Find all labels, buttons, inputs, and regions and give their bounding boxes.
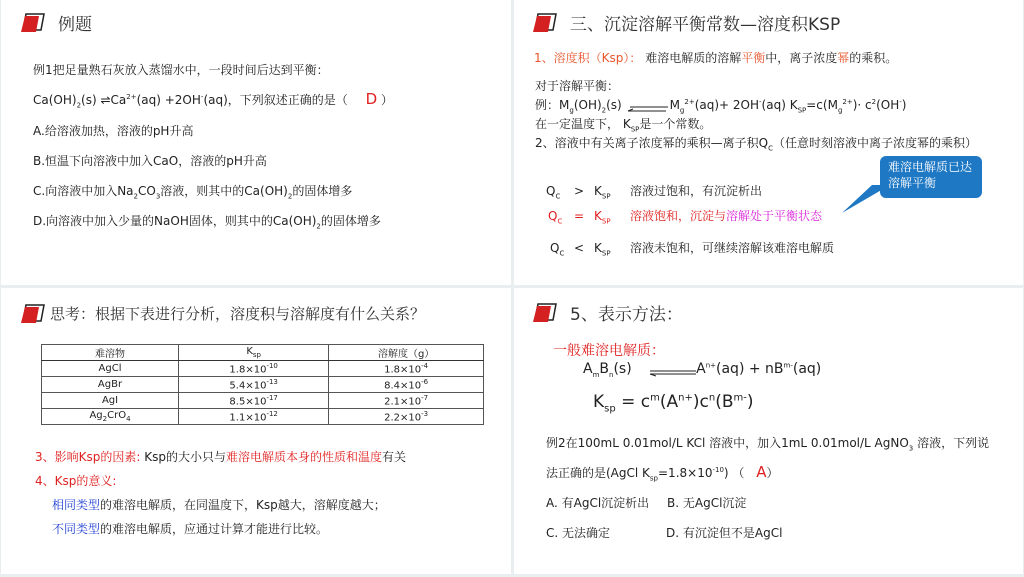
qc-definition: 2、溶液中有关离子浓度幂的乘积—离子积$Q_C$（任意时刻溶液中离子浓度幂的乘积） bbox=[535, 136, 977, 153]
rule-unsaturated: $Q_C < K_{SP}$ 溶液未饱和，可继续溶解该难溶电解质 bbox=[550, 241, 835, 258]
slide-panel-ksp-definition bbox=[514, 0, 1023, 285]
panel-title: 三、沉淀溶解平衡常数—溶度积KSP bbox=[570, 15, 841, 35]
option-b: B. 无AgCl沉淀 bbox=[667, 496, 747, 510]
callout-bubble: 难溶电解质已达溶解平衡 bbox=[880, 156, 982, 198]
panel-title: 5、表示方法： bbox=[570, 305, 683, 325]
equation-line: $Ca(OH)_2(s)$ $\rightleftharpoons Ca^{2+}(aq) +2OH^-(aq)$，下列叙述正确的是（ D ） bbox=[33, 90, 394, 110]
rule-supersaturated: $Q_C > K_{SP}$ 溶液过饱和，有沉淀析出 bbox=[546, 184, 763, 201]
definition-line: 1、溶度积（Ksp）： 难溶电解质的溶解平衡中，离子浓度幂的乘积。 bbox=[534, 51, 898, 65]
table-row: $Ag_2CrO_4$ $1.1\times 10^{-12}$ $2.2\times 10^{-3}$ bbox=[42, 409, 484, 425]
table-header-row: 难溶物 $K_{sp}$ 溶解度（g） bbox=[42, 345, 484, 361]
for-equilibrium-label: 对于溶解平衡： bbox=[535, 79, 620, 93]
option-c: C. 无法确定 bbox=[546, 526, 611, 540]
option-c: C.向溶液中加入$Na_2CO_3$溶液，则其中的$Ca(OH)_2$的固体增多 bbox=[33, 184, 353, 201]
table-row: AgCl $1.8\times 10^{-10}$ $1.8\times 10^{-4}$ bbox=[42, 361, 484, 377]
option-d: D.向溶液中加入少量的NaOH固体，则其中的$Ca(OH)_2$的固体增多 bbox=[33, 214, 381, 231]
example2-line1: 例2在100mL 0.01mol/L KCl 溶液中，加入1mL 0.01mol/L AgNO$_3$ 溶液，下列说 bbox=[546, 436, 990, 453]
section-marker-icon bbox=[533, 12, 559, 30]
section-marker-icon bbox=[21, 303, 47, 321]
table-row: AgI $8.5\times 10^{-17}$ $2.1\times 10^{-7}$ bbox=[42, 393, 484, 409]
slide-panel-representation bbox=[514, 288, 1023, 574]
equilibrium-arrow-icon bbox=[626, 102, 670, 110]
option-b: B.恒温下向溶液中加入CaO，溶液的pH升高 bbox=[33, 154, 267, 168]
meaning-same-type: 相同类型的难溶电解质，在同温度下，Ksp越大，溶解度越大； bbox=[52, 498, 386, 512]
meaning-different-type: 不同类型的难溶电解质，应通过计算才能进行比较。 bbox=[52, 522, 329, 536]
equilibrium-arrow-icon bbox=[648, 365, 696, 373]
answer-mark: A bbox=[756, 463, 767, 481]
ksp-factors: 3、影响Ksp的因素: Ksp的大小只与难溶电解质本身的性质和温度有关 bbox=[35, 450, 407, 464]
constant-note: 在一定温度下， $K_{SP}$是一个常数。 bbox=[535, 117, 712, 134]
answer-mark: D bbox=[365, 90, 378, 108]
question-intro: 例1把足量熟石灰放入蒸馏水中，一段时间后达到平衡： bbox=[33, 63, 329, 77]
option-a: A. 有AgCl沉淀析出 bbox=[546, 496, 650, 510]
option-d: D. 有沉淀但不是AgCl bbox=[666, 526, 783, 540]
section-marker-icon bbox=[21, 12, 47, 30]
panel-title: 思考：根据下表进行分析，溶度积与溶解度有什么关系？ bbox=[50, 305, 426, 323]
table-row: AgBr $5.4\times 10^{-13}$ $8.4\times 10^{-6}$ bbox=[42, 377, 484, 393]
rule-saturated: $Q_C = K_{SP}$ 溶液饱和，沉淀与溶解处于平衡状态 bbox=[548, 209, 823, 226]
panel-title: 例题 bbox=[58, 15, 92, 35]
slide-panel-thinking bbox=[1, 288, 511, 574]
general-subtitle: 一般难溶电解质： bbox=[553, 343, 665, 359]
ksp-table bbox=[41, 344, 484, 425]
example-equation: 例：$M_g(OH)_2(s)$ $M_g^{2+}(aq)+ 2OH^-(aq)$ $K_{SP}=c(M_g^{2+})\cdot c^2(OH^-)$ bbox=[535, 98, 907, 115]
general-equation: $A_mB_n(s) A^{n+}(aq) + nB^{m-}(aq)$ bbox=[583, 361, 822, 379]
slide-panel-example bbox=[1, 0, 511, 285]
ksp-expression: $K_{sp} = c^m(A^{n+})c^n(B^{m-})$ bbox=[593, 392, 754, 415]
section-marker-icon bbox=[533, 302, 559, 320]
example2-line2: 法正确的是(AgCl $K_{sp}=1.8\times 10^{-10}$) （ A） bbox=[546, 463, 779, 483]
option-a: A.给溶液加热，溶液的pH升高 bbox=[33, 124, 194, 138]
ksp-meaning-label: 4、Ksp的意义: bbox=[35, 474, 117, 488]
